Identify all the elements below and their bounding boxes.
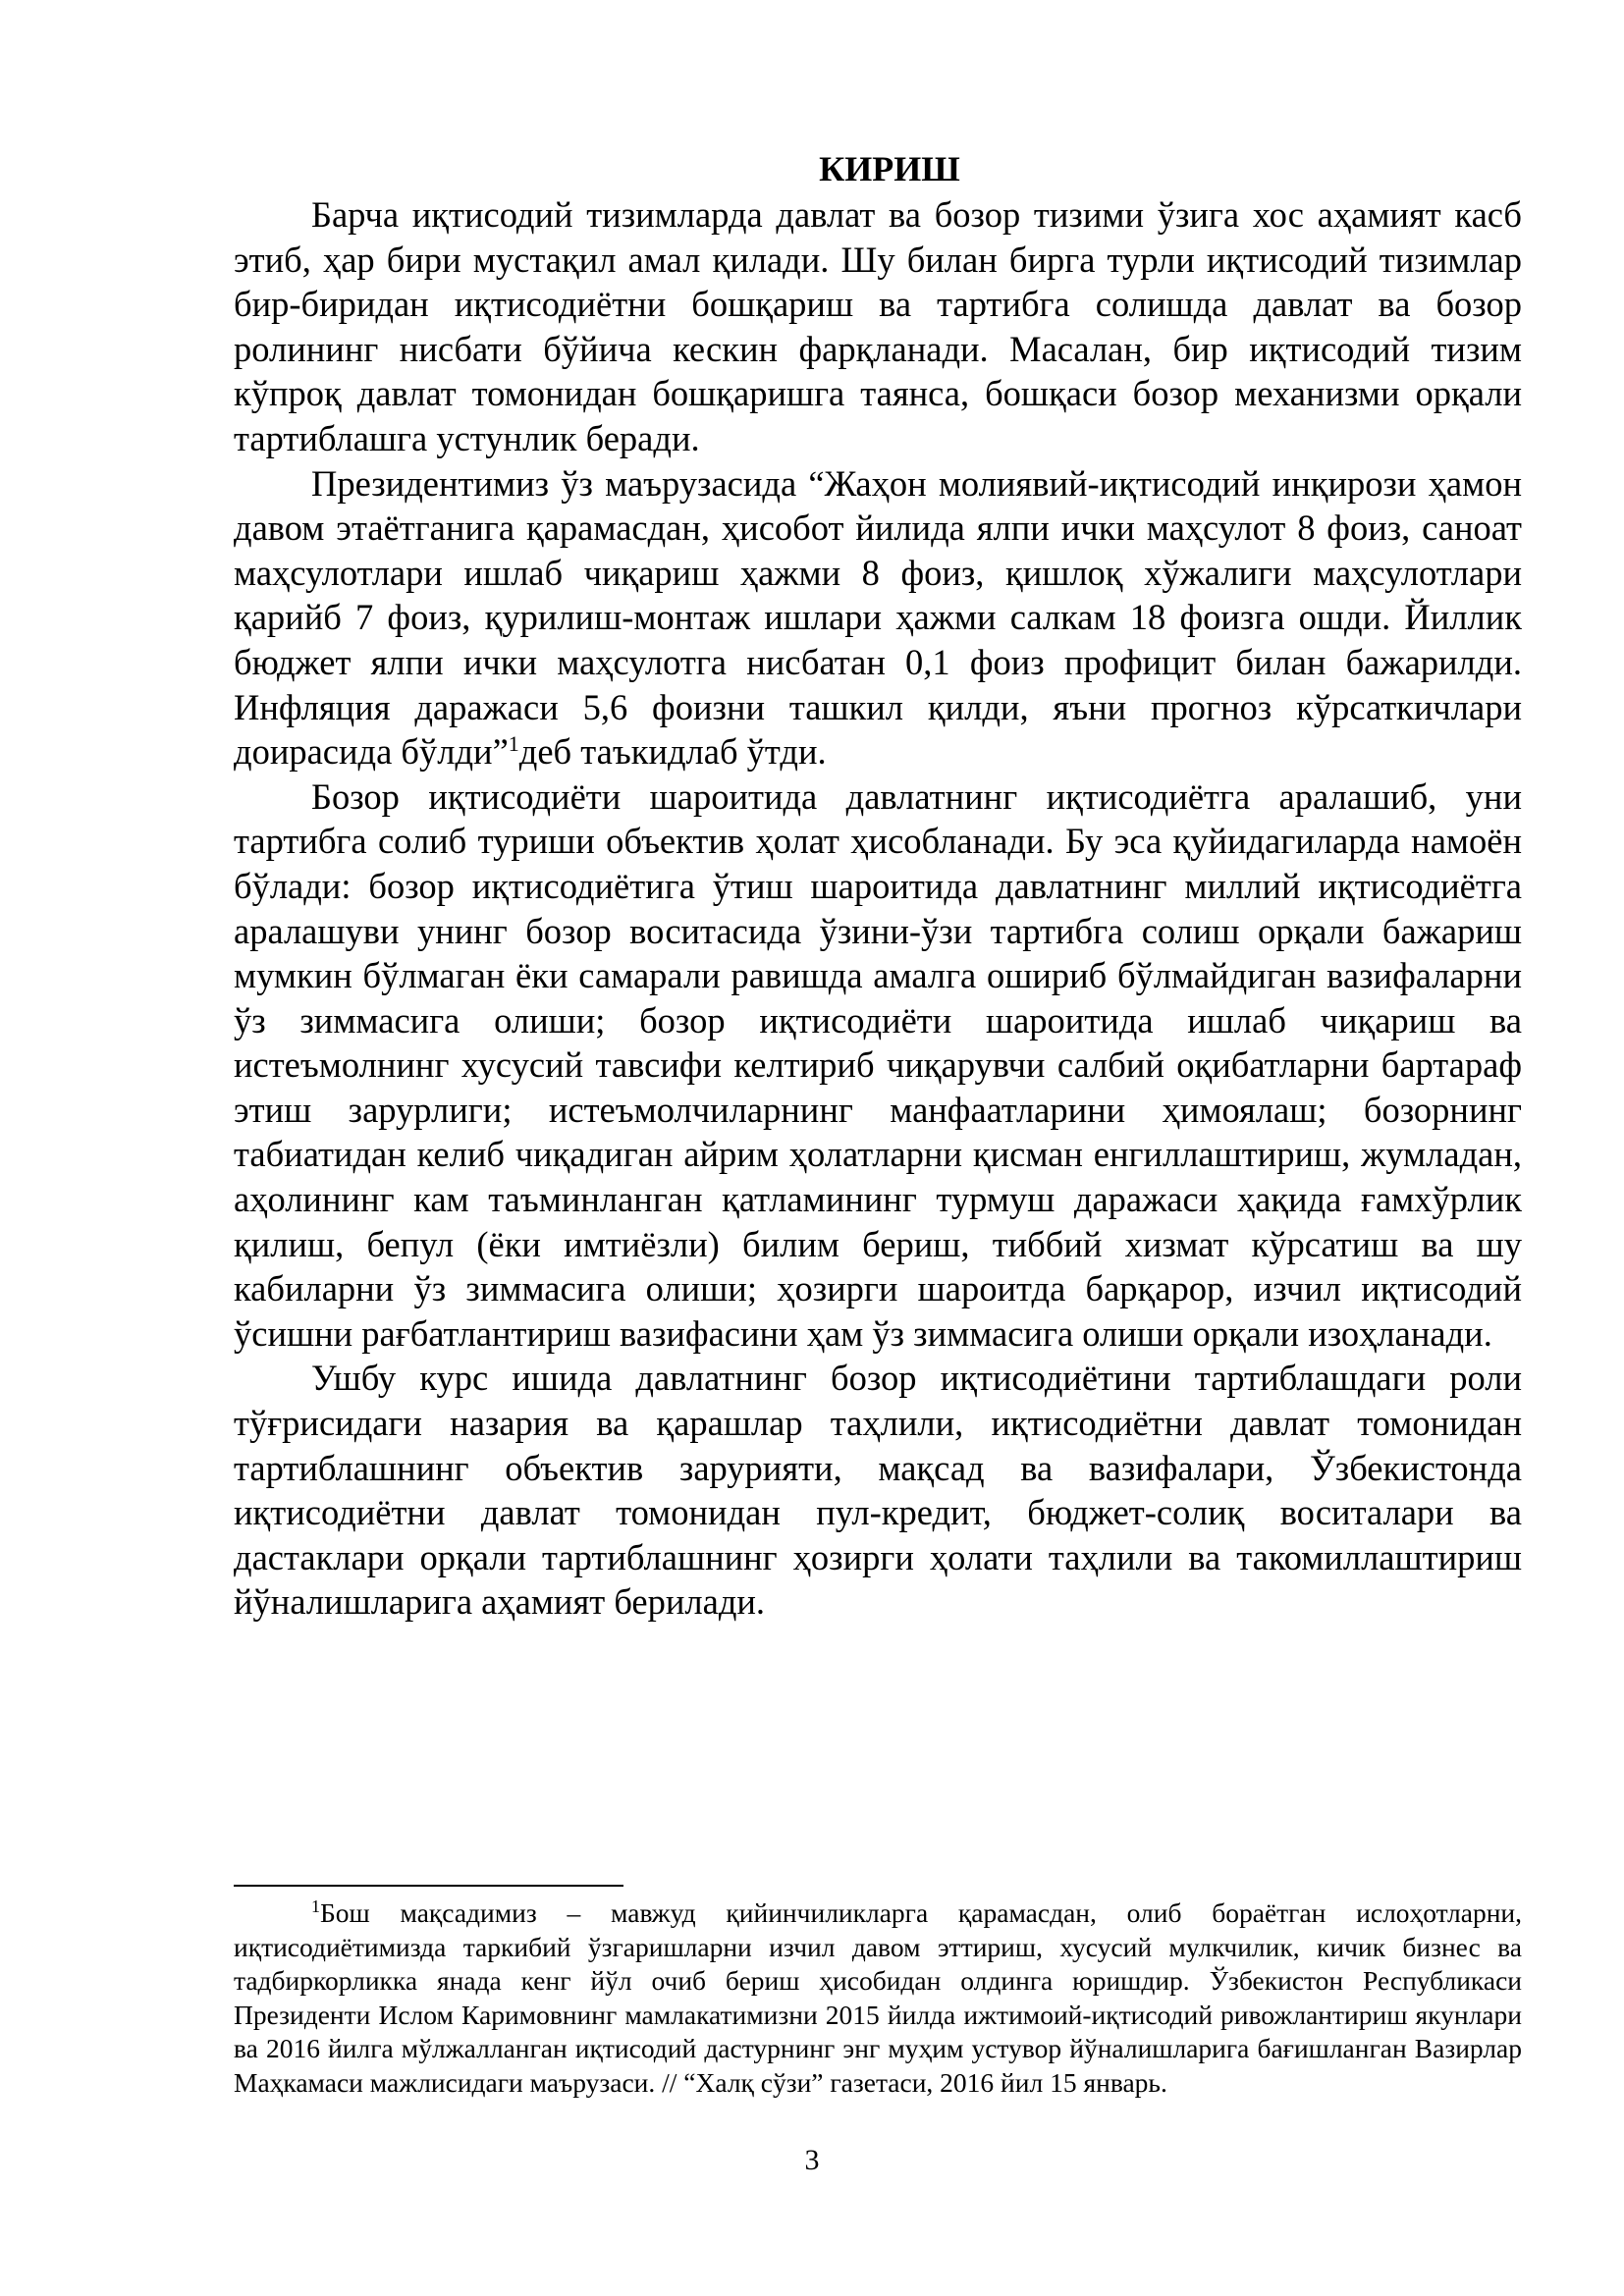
footnote (234, 1896, 1522, 2101)
page-number: 3 (804, 2144, 820, 2176)
paragraph-3: Бозор иқтисодиёти шароитида давлатнинг иқтисодиётга аралашиб, уни тартибга солиб туриши объектив ҳолат ҳисобланади. Бу эса қуйидагиларда намоён бўлади: бозор иқтисодиётига ўтиш шароитида давлатнинг миллий иқтисодиётга аралашуви унинг бозор воситасида ўзини-ўзи тартибга солиш орқали бажариш мумкин бўлмаган ёки самарали равишда амалга ошириб бўлмайдиган вазифаларни ўз зиммасига олиши; бозор иқтисодиёти шароитида ишлаб чиқариш ва истеъмолнинг хусусий тавсифи келтириб чиқарувчи салбий оқибатларни бартараф этиш зарурлиги; истеъмолчиларнинг манфаатларини ҳимоялаш; бозорнинг табиатидан келиб чиқадиган айрим ҳолатларни қисман енгиллаштириш, жумладан, аҳолининг кам таъминланган қатламининг турмуш даражаси ҳақида ғамхўрлик қилиш, бепул (ёки имтиёзли) билим бериш, тиббий хизмат кўрсатиш ва шу кабиларни ўз зиммасига олиши; ҳозирги шароитда барқарор, изчил иқтисодий ўсишни рағбатлантириш вазифасини ҳам ўз зиммасига олиши орқали изоҳланади. (234, 775, 1522, 1354)
footnote-text: Бош мақсадимиз – мавжуд қийинчиликларга қарамасдан, олиб бораётган ислоҳотларни, иқтисодиётимизда таркибий ўзгаришларни изчил давом эттириш, хусусий мулкчилик, кичик бизнес ва тадбиркорликка янада кенг йўл очиб бериш ҳисобидан олдинга юришдир. Ўзбекистон Республикаси Президенти Ислом Каримовнинг мамлакатимизни 2015 йилда ижтимоий-иқтисодий ривожлантириш якунлари ва 2016 йилга мўлжалланган иқтисодий дастурнинг энг муҳим устувор йўналишларига бағишланган Вазирлар Маҳкамаси мажлисидаги маърузаси. // “Халқ сўзи” газетаси, 2016 йил 15 январь. (234, 1897, 1522, 2098)
footnote-divider (234, 1885, 623, 1887)
page-title: КИРИШ (819, 149, 960, 188)
footnote-marker: 1 (311, 1896, 320, 1916)
footnote-reference: 1 (508, 730, 519, 756)
paragraph-2-text: Президентимиз ўз маърузасида “Жаҳон молиявий-иқтисодий инқирози ҳамон давом этаётганига қарамасдан, ҳисобот йилида ялпи ички маҳсулот 8 фоиз, саноат маҳсулотлари ишлаб чиқариш ҳажми 8 фоиз, қишлоқ хўжалиги маҳсулотлари қарийб 7 фоиз, қурилиш-монтаж ишлари ҳажми салкам 18 фоизга ошди. Йиллик бюджет ялпи ички маҳсулотга нисбатан 0,1 фоиз профицит билан бажарилди. Инфляция даражаси 5,6 фоизни ташкил қилди, яъни прогноз кўрсаткичлари доирасида бўлди” (234, 462, 1522, 773)
paragraph-4: Ушбу курс ишида давлатнинг бозор иқтисодиётини тартиблашдаги роли тўғрисидаги назария ва қарашлар таҳлили, иқтисодиётни давлат томонидан тартиблашнинг объектив зарурияти, мақсад ва вазифалари, Ўзбекистонда иқтисодиётни давлат томонидан пул-кредит, бюджет-солиқ воситалари ва дастаклари орқали тартиблашнинг ҳозирги ҳолати таҳлили ва такомиллаштириш йўналишларига аҳамият берилади. (234, 1358, 1522, 1623)
paragraph-1: Барча иқтисодий тизимларда давлат ва бозор тизими ўзига хос аҳамият касб этиб, ҳар бири мустақил амал қилади. Шу билан бирга турли иқтисодий тизимлар бир-биридан иқтисодиётни бошқариш ва тартибга солишда давлат ва бозор ролининг нисбати бўйича кескин фарқланади. Масалан, бир иқтисодий тизим кўпроқ давлат томонидан бошқаришга таянса, бошқаси бозор механизми орқали тартиблашга устунлик беради. (234, 194, 1522, 458)
paragraph-2 (234, 461, 1522, 774)
document-body (234, 147, 1522, 1625)
paragraph-2-ending: деб таъкидлаб ўтди. (518, 731, 827, 773)
